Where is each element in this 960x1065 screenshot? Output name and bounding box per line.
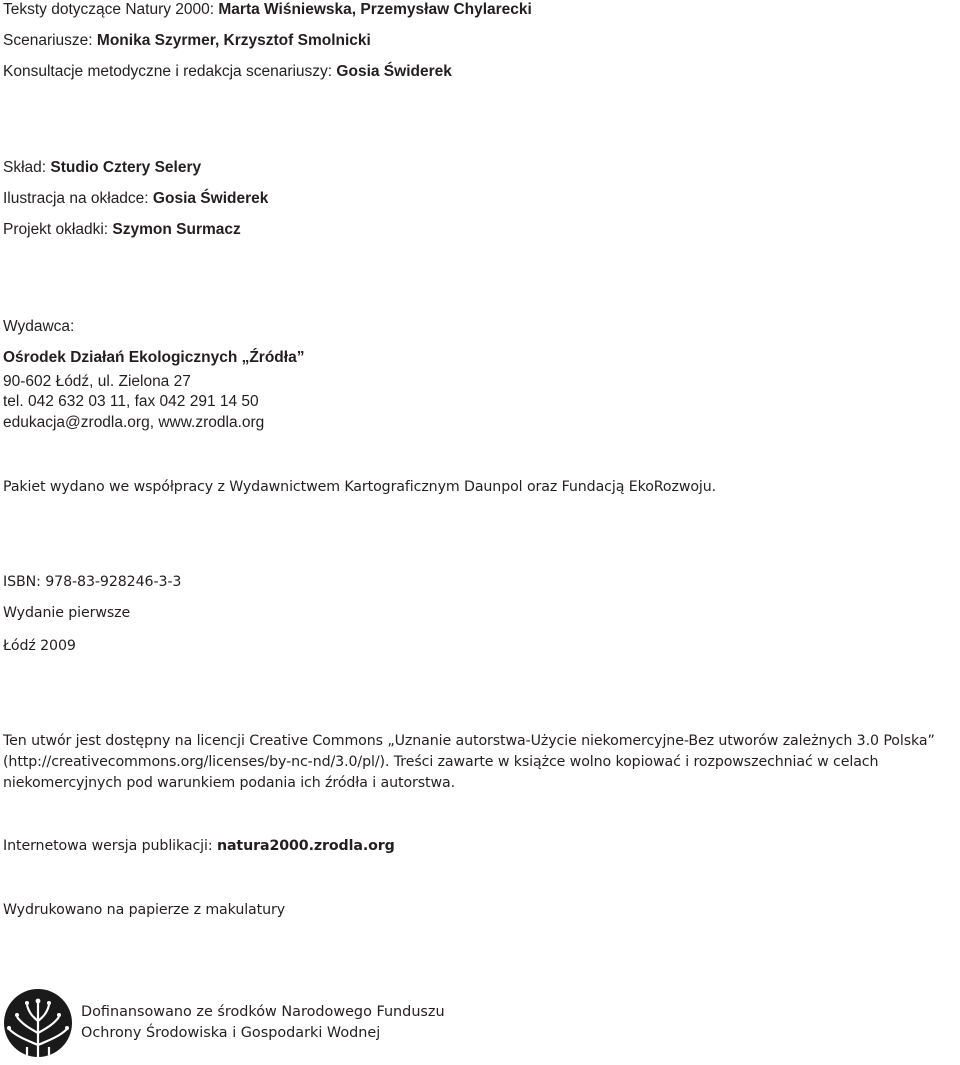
credit-texts (3, 0, 532, 20)
credit-scenario (3, 31, 371, 51)
edition: Wydanie pierwsze (3, 605, 131, 621)
license-line-1: Ten utwór jest dostępny na licencji Creative Commons „Uznanie autorstwa-Użycie niekomercyjne-Bez utworów zależnych 3.0 Polska” (3, 733, 935, 749)
cooperation-note: Pakiet wydano we współpracy z Wydawnictwem Kartograficznym Daunpol oraz Fundacją EkoRozwoju. (3, 479, 717, 495)
funding-line-2: Ochrony Środowiska i Gospodarki Wodnej (81, 1025, 381, 1041)
funding-text (81, 1002, 445, 1044)
online-version (3, 836, 395, 856)
paper-note: Wydrukowano na papierze z makulatury (3, 902, 286, 918)
design-cover-illustration-label: Ilustracja na okładce: (3, 190, 153, 207)
design-cover-design-label: Projekt okładki: (3, 221, 113, 238)
credit-texts-value: Marta Wiśniewska, Przemysław Chylarecki (218, 1, 532, 18)
publisher-name: Ośrodek Działań Ekologicznych „Źródła” (3, 349, 305, 366)
license-line-2: (http://creativecommons.org/licenses/by-nc-nd/3.0/pl/). Treści zawarte w książce wolno kopiować i rozpowszechniać w celach (3, 754, 879, 770)
license-line-3: niekomercyjnych pod warunkiem podania ich źródła i autorstwa. (3, 775, 456, 791)
credit-scenario-value: Monika Szyrmer, Krzysztof Smolnicki (96, 32, 371, 49)
credit-scenario-label: Scenariusze: (3, 32, 97, 49)
design-cover-design (3, 220, 241, 240)
credit-texts-label: Teksty dotyczące Natury 2000: (3, 1, 219, 18)
isbn: ISBN: 978-83-928246-3-3 (3, 574, 182, 590)
design-cover-design-value: Szymon Surmacz (112, 221, 241, 238)
design-cover-illustration (3, 189, 268, 209)
design-typeset-value: Studio Cztery Selery (50, 159, 202, 176)
credit-consult (3, 62, 452, 82)
credit-consult-label: Konsultacje metodyczne i redakcja scenariuszy: (3, 63, 337, 80)
publisher-label: Wydawca: (3, 318, 75, 335)
nfosigw-logo-icon (3, 983, 73, 1063)
publisher-web: edukacja@zrodla.org, www.zrodla.org (3, 414, 265, 431)
design-typeset (3, 158, 201, 178)
publisher-address: 90-602 Łódź, ul. Zielona 27 (3, 373, 191, 390)
online-version-label: Internetowa wersja publikacji: (3, 838, 217, 854)
design-cover-illustration-value: Gosia Świderek (152, 190, 269, 207)
credit-consult-value: Gosia Świderek (336, 63, 452, 80)
funding-block (3, 983, 445, 1063)
design-typeset-label: Skład: (3, 159, 51, 176)
funding-line-1: Dofinansowano ze środków Narodowego Funduszu (81, 1004, 445, 1020)
place-year: Łódź 2009 (3, 638, 76, 654)
online-version-value: natura2000.zrodla.org (216, 838, 395, 854)
publisher-phone: tel. 042 632 03 11, fax 042 291 14 50 (3, 393, 259, 410)
